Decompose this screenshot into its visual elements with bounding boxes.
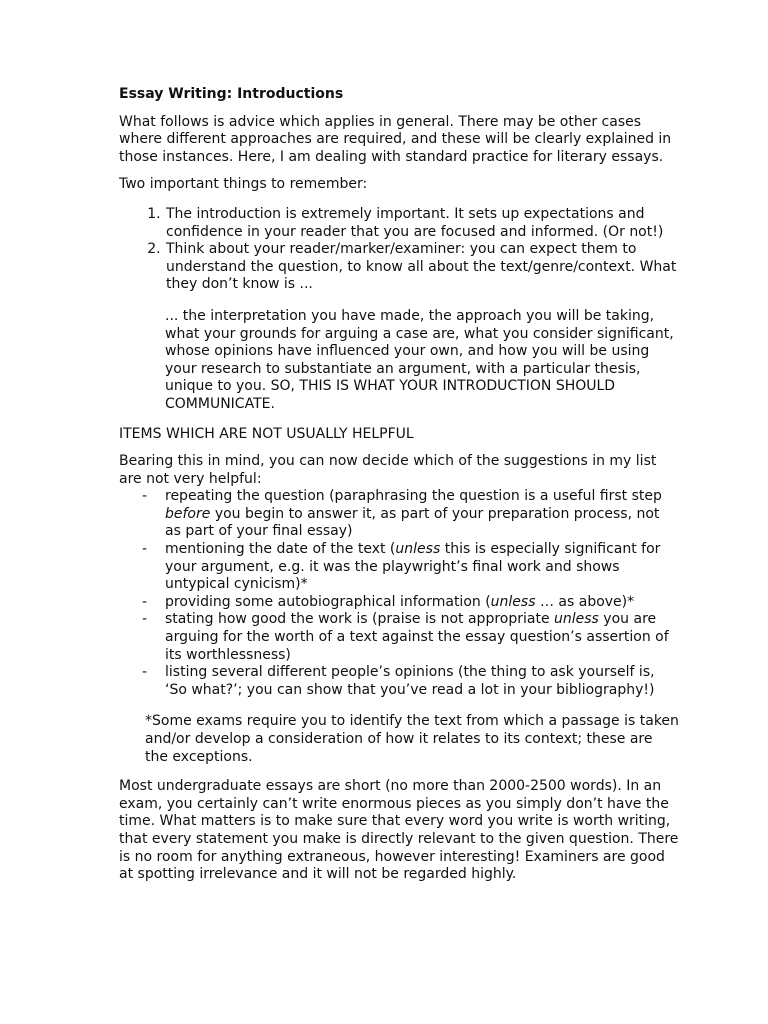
list-item: - listing several different people’s opinions (the thing to ask yourself is, ‘So what?’; you can show that you’ve read a lot in your bibliography!) — [142, 664, 655, 698]
numbered-item: 1. The introduction is extremely important. It sets up expectations and confidence in your reader that you are focused and informed. (Or not!) — [165, 206, 679, 241]
dash-marker: - — [142, 488, 148, 505]
dash-marker: - — [142, 541, 148, 558]
numbered-list — [119, 206, 679, 294]
dash-marker: - — [142, 611, 148, 628]
footnote: *Some exams require you to identify the text from which a passage is taken and/or develop a consideration of how it relates to its context; these are the exceptions. — [145, 713, 679, 765]
dash-marker: - — [142, 593, 148, 610]
document-title: Essay Writing: Introductions — [119, 86, 344, 102]
section-heading: ITEMS WHICH ARE NOT USUALLY HELPFUL — [119, 425, 414, 442]
dash-marker: - — [142, 664, 148, 681]
list-item: - providing some autobiographical information (unless … as above)* — [142, 593, 635, 610]
list-item: - mentioning the date of the text (unless this is especially significant for your argument, e.g. it was the playwright’s final work and shows untypical cynicism)* — [142, 541, 661, 593]
intro-paragraph: What follows is advice which applies in general. There may be other cases where different approaches are required, and these will be clearly explained in those instances. Here, I am dealing with standard practice for literary essays. — [119, 113, 672, 165]
closing-paragraph: Most undergraduate essays are short (no more than 2000-2500 words). In an exam, you certainly can’t write enormous pieces as you simply don’t have the time. What matters is to make sure that every word you write is worth writing, that every statement you make is directly relevant to the given question. There is no room for anything extraneous, however interesting! Examiners are good at spotting irrelevance and it will not be regarded highly. — [119, 778, 679, 883]
numbered-item: 2. Think about your reader/marker/examiner: you can expect them to understand the question, to know all about the text/genre/context. What they don’t know is ... — [165, 241, 679, 294]
bearing-paragraph: Bearing this in mind, you can now decide which of the suggestions in my list are not very helpful: — [119, 453, 657, 487]
remember-heading: Two important things to remember: — [119, 176, 368, 193]
dash-list — [119, 488, 679, 699]
list-item: - stating how good the work is (praise is not appropriate unless you are arguing for the worth of a text against the essay question’s assertion of its worthlessness) — [142, 611, 669, 663]
interpretation-paragraph: ... the interpretation you have made, the approach you will be taking, what your grounds for arguing a case are, what you consider significant, whose opinions have influenced your own, and how you will be using your research to substantiate an argument, with a particular thesis, unique to you. SO, THIS IS WHAT YOUR INTRODUCTION SHOULD COMMUNICATE. — [165, 307, 674, 412]
document-body — [119, 86, 679, 894]
list-item: - repeating the question (paraphrasing the question is a useful first step before you begin to answer it, as part of your preparation process, not as part of your final essay) — [142, 488, 662, 540]
